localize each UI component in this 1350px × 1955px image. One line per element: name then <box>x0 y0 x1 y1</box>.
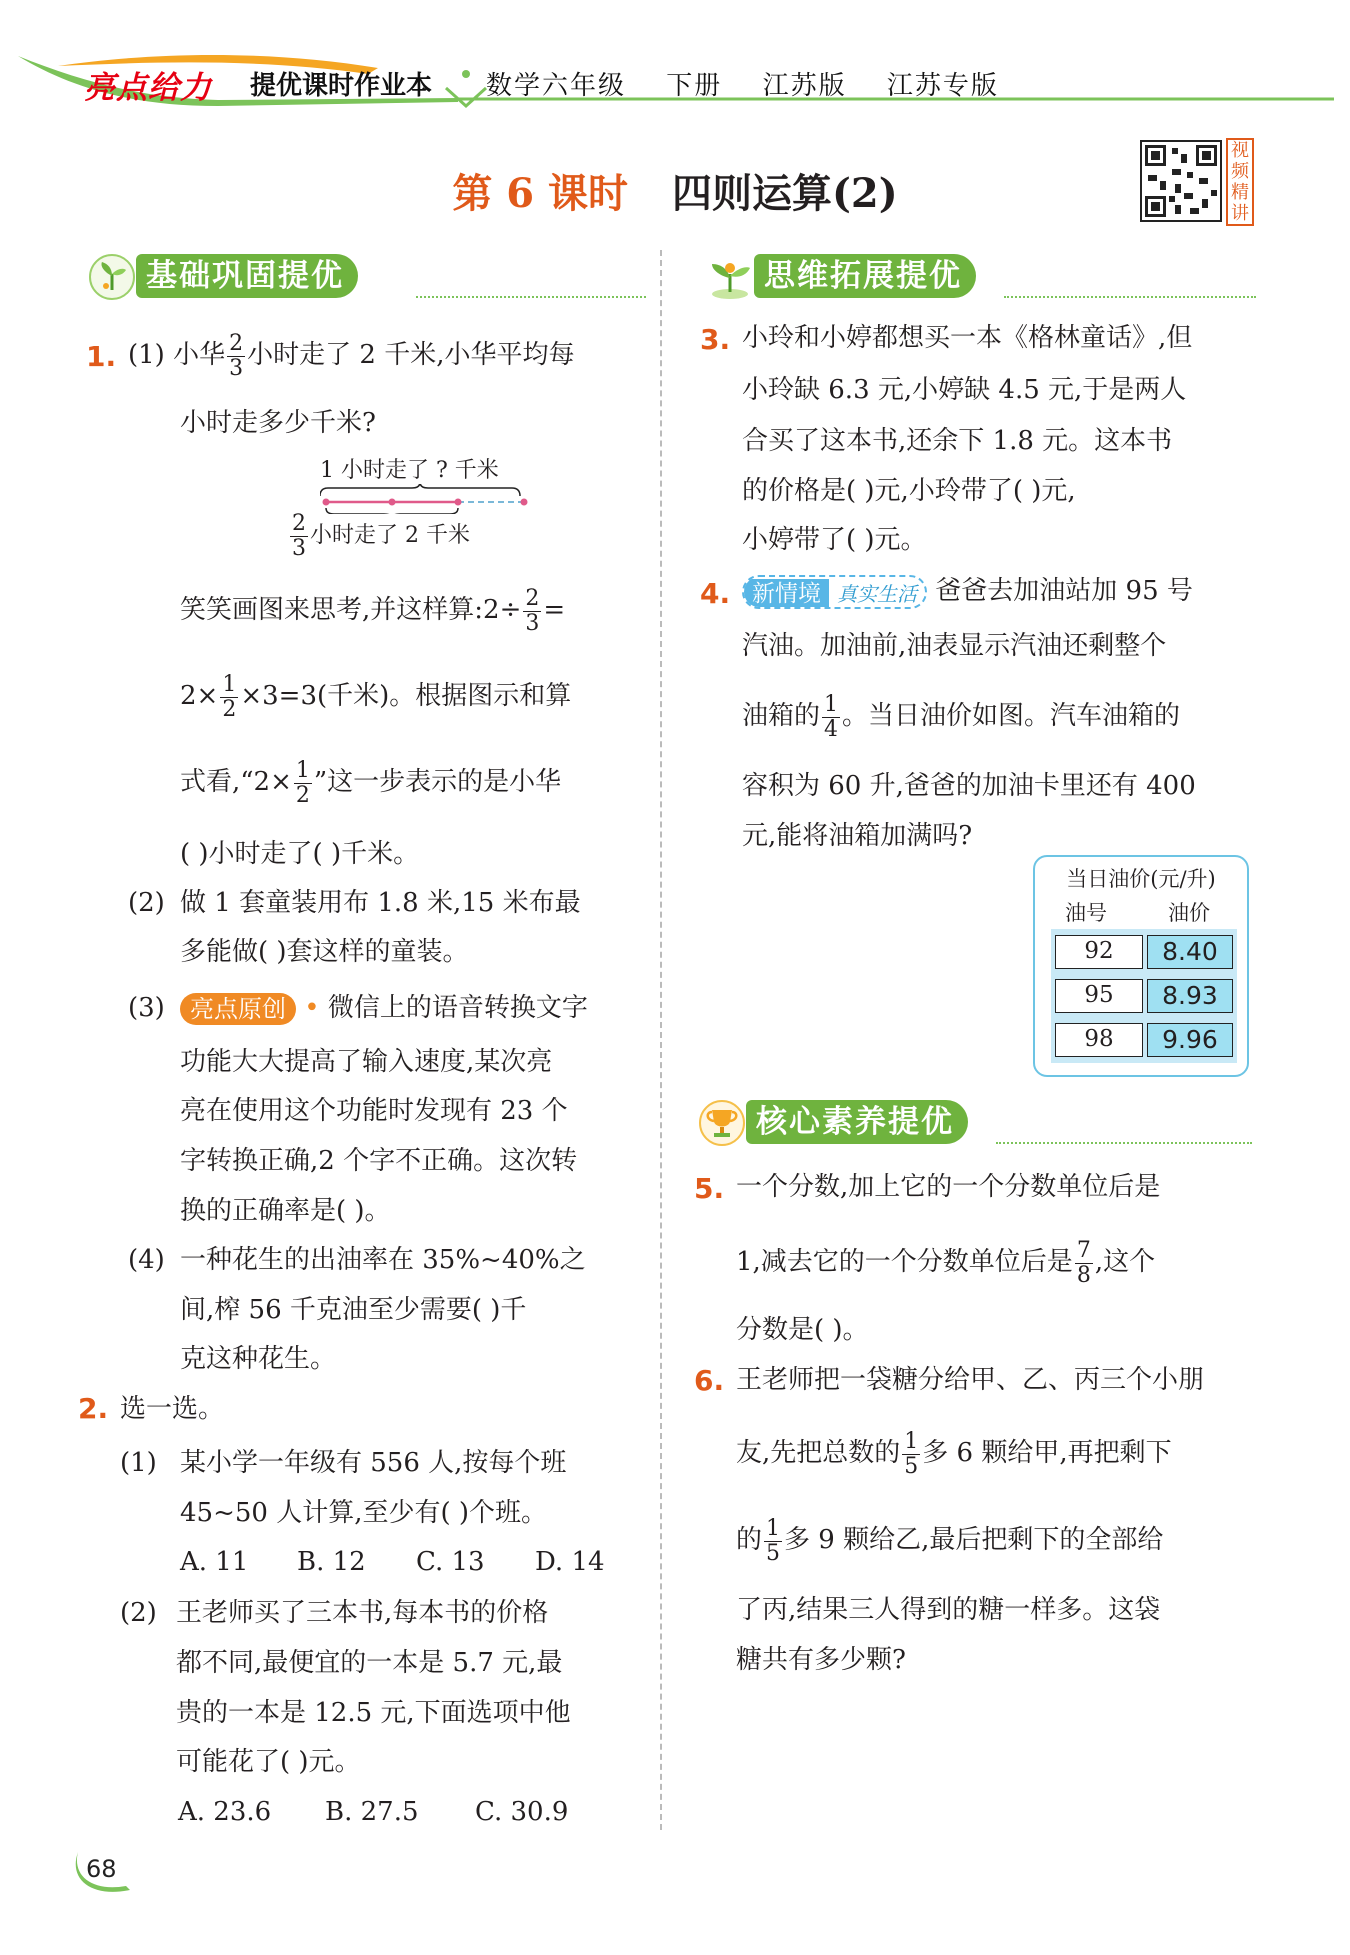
numerator: 2 <box>525 585 540 611</box>
text: ,这个 <box>1094 1247 1156 1277</box>
fraction <box>764 1517 782 1566</box>
q1-1-line2: 小时走多少千米? <box>180 408 376 438</box>
q4-line1 <box>742 575 1193 609</box>
section-title: 基础巩固提优 <box>136 254 358 298</box>
section-basic <box>86 252 646 302</box>
numerator: 1 <box>904 1428 919 1454</box>
column-divider <box>660 250 662 1830</box>
q2-1-option-b[interactable]: B. 12 <box>297 1547 366 1577</box>
q6-line2 <box>736 1423 1172 1483</box>
q2-2-line4: 可能花了( )元。 <box>176 1747 361 1777</box>
text: ×3=3(千米)。根据图示和算 <box>240 681 572 711</box>
table-grid <box>1051 929 1237 1063</box>
sprout-icon <box>86 252 138 302</box>
q2-2-option-a[interactable]: A. 23.6 <box>178 1797 272 1827</box>
denominator: 4 <box>824 716 839 742</box>
q2-2-line1: 王老师买了三本书,每本书的价格 <box>176 1598 549 1628</box>
q5-line2 <box>736 1232 1155 1292</box>
table-header-price: 油价 <box>1168 901 1210 925</box>
video-tag-char: 讲 <box>1231 203 1249 224</box>
q1-1-line3 <box>180 580 565 640</box>
brand-logo: 亮点给力 <box>84 70 212 106</box>
fraction <box>220 673 238 722</box>
seedling-icon <box>704 252 756 302</box>
edition-label: 江苏版 <box>762 71 847 101</box>
question-number: 4. <box>700 577 731 610</box>
table-row <box>1055 935 1233 971</box>
numerator: 1 <box>766 1515 781 1541</box>
q3-line2: 小玲缺 6.3 元,小婷缺 4.5 元,于是两人 <box>742 375 1187 405</box>
qr-code-icon[interactable] <box>1140 140 1222 222</box>
book-info <box>486 65 1029 102</box>
q2-1-label: (1) <box>120 1448 157 1478</box>
numerator: 1 <box>824 691 839 717</box>
section-divider <box>416 296 646 298</box>
q1-2-label: (2) <box>128 888 165 918</box>
denominator: 5 <box>904 1453 919 1479</box>
text: 1,减去它的一个分数单位后是 <box>736 1247 1073 1277</box>
section-thinking <box>704 252 1256 302</box>
qr-pattern <box>1142 142 1220 220</box>
original-tag: 亮点原创 <box>180 993 296 1025</box>
fraction <box>294 759 312 808</box>
fraction <box>902 1430 920 1479</box>
page-header <box>18 50 1334 125</box>
q2-2-option-c[interactable]: C. 30.9 <box>475 1797 569 1827</box>
q2-1-option-c[interactable]: C. 13 <box>416 1547 485 1577</box>
question-number: 3. <box>700 323 731 356</box>
section-title: 思维拓展提优 <box>754 254 976 298</box>
volume-label: 下册 <box>666 71 723 101</box>
q2-intro: 选一选。 <box>120 1394 225 1424</box>
tag-main: 新情境 <box>744 579 829 609</box>
denominator: 3 <box>525 610 540 636</box>
lesson-number: 第 6 课时 <box>452 170 628 217</box>
oil-grade-cell: 95 <box>1055 979 1143 1013</box>
denominator: 3 <box>292 535 306 561</box>
section-core <box>696 1098 1252 1148</box>
sub-label: (1) <box>128 340 165 370</box>
oil-price-cell: 8.40 <box>1147 935 1233 969</box>
question-number: 6. <box>694 1364 725 1397</box>
text: = <box>543 595 566 625</box>
q1-4-line2: 间,榨 56 千克油至少需要( )千 <box>180 1295 527 1325</box>
trophy-icon <box>696 1098 748 1148</box>
q5-line1: 一个分数,加上它的一个分数单位后是 <box>736 1172 1161 1202</box>
section-divider <box>996 1142 1252 1144</box>
fraction <box>1075 1239 1093 1288</box>
text: 小时走了 2 千米,小华平均每 <box>247 340 575 370</box>
numerator: 7 <box>1076 1237 1091 1263</box>
text: 多 9 颗给乙,最后把剩下的全部给 <box>784 1525 1164 1555</box>
denominator: 8 <box>1076 1262 1091 1288</box>
table-row <box>1055 1023 1233 1059</box>
q3-line5: 小婷带了( )元。 <box>742 525 927 555</box>
q6-line1: 王老师把一袋糖分给甲、乙、丙三个小朋 <box>736 1365 1205 1395</box>
video-tag-char: 精 <box>1231 182 1249 203</box>
q1-3-line4: 字转换正确,2 个字不正确。这次转 <box>180 1146 578 1176</box>
fraction <box>290 512 308 561</box>
tag-sub: 真实生活 <box>837 582 917 606</box>
q2-2-label: (2) <box>120 1598 157 1628</box>
denominator: 5 <box>766 1540 781 1566</box>
dot-icon: • <box>304 993 320 1023</box>
numerator: 1 <box>222 671 237 697</box>
q5-line3: 分数是( )。 <box>736 1315 869 1345</box>
text: 油箱的 <box>742 701 821 731</box>
q2-2-line2: 都不同,最便宜的一本是 5.7 元,最 <box>176 1648 563 1678</box>
text: 小华 <box>173 340 226 370</box>
q1-1-line5 <box>180 752 561 812</box>
q2-2-line3: 贵的一本是 12.5 元,下面选项中他 <box>176 1698 571 1728</box>
new-scenario-tag <box>742 575 927 609</box>
q1-3-label: (3) <box>128 993 165 1023</box>
oil-price-cell: 8.93 <box>1147 979 1233 1013</box>
q1-2-line1: 做 1 套童装用布 1.8 米,15 米布最 <box>180 888 581 918</box>
q1-3-line2: 功能大大提高了输入速度,某次亮 <box>180 1047 553 1077</box>
page-number: 68 <box>86 1855 117 1883</box>
q1-3-line5: 换的正确率是( )。 <box>180 1196 391 1226</box>
q2-1-line1: 某小学一年级有 556 人,按每个班 <box>180 1448 567 1478</box>
video-tag-char: 频 <box>1231 161 1249 182</box>
denominator: 2 <box>295 782 310 808</box>
text: 式看,“2× <box>180 767 292 797</box>
q4-line3 <box>742 686 1180 746</box>
numerator: 2 <box>229 330 244 356</box>
question-number: 2. <box>78 1392 109 1425</box>
table-row <box>1055 979 1233 1015</box>
text: 笑笑画图来思考,并这样算:2÷ <box>180 595 522 625</box>
text: 爸爸去加油站加 95 号 <box>935 576 1193 606</box>
fraction <box>227 332 245 381</box>
text: 友,先把总数的 <box>736 1438 901 1468</box>
q4-line4: 容积为 60 升,爸爸的加油卡里还有 400 <box>742 771 1196 801</box>
special-label: 江苏专版 <box>886 71 999 101</box>
q2-1-line2: 45~50 人计算,至少有( )个班。 <box>180 1498 548 1528</box>
q1-2-line2: 多能做( )套这样的童装。 <box>180 937 469 967</box>
q1-1-line6: ( )小时走了( )千米。 <box>180 839 420 869</box>
video-tag-char: 视 <box>1231 140 1249 161</box>
table-header-grade: 油号 <box>1065 901 1107 925</box>
q2-1-option-a[interactable]: A. 11 <box>180 1547 249 1577</box>
text: 小时走了 2 千米 <box>310 523 470 548</box>
lesson-name: 四则运算(2) <box>672 170 898 217</box>
q1-3-line3: 亮在使用这个功能时发现有 23 个 <box>180 1096 568 1126</box>
numerator: 1 <box>295 757 310 783</box>
denominator: 2 <box>222 696 237 722</box>
q6-line4: 了丙,结果三人得到的糖一样多。这袋 <box>736 1595 1161 1625</box>
q1-1-line4 <box>180 666 571 726</box>
video-tag <box>1226 138 1254 226</box>
q6-line5: 糖共有多少颗? <box>736 1645 906 1675</box>
text: 。当日油价如图。汽车油箱的 <box>842 701 1181 731</box>
q6-line3 <box>736 1510 1163 1570</box>
denominator: 3 <box>229 355 244 381</box>
q1-1-line1 <box>128 325 574 385</box>
text: 多 6 颗给甲,再把剩下 <box>922 1438 1172 1468</box>
q4-line5: 元,能将油箱加满吗? <box>742 821 973 851</box>
q2-1-option-d[interactable]: D. 14 <box>535 1547 605 1577</box>
oil-grade-cell: 98 <box>1055 1023 1143 1057</box>
q1-4-line1: 一种花生的出油率在 35%~40%之 <box>180 1245 586 1275</box>
question-number: 5. <box>694 1172 725 1205</box>
q1-4-label: (4) <box>128 1245 165 1275</box>
grade-label: 数学六年级 <box>486 71 627 101</box>
text: 2× <box>180 681 219 711</box>
question-number: 1. <box>86 340 117 373</box>
numerator: 2 <box>292 510 306 536</box>
section-title: 核心素养提优 <box>746 1100 968 1144</box>
table-title: 当日油价(元/升) <box>1066 867 1216 891</box>
fraction <box>822 693 840 742</box>
text: 微信上的语音转换文字 <box>327 993 588 1023</box>
q3-line4: 的价格是( )元,小玲带了( )元, <box>742 476 1076 506</box>
q1-3-line1 <box>180 992 588 1025</box>
text: ”这一步表示的是小华 <box>313 767 562 797</box>
section-divider <box>1004 296 1256 298</box>
q3-line3: 合买了这本书,还余下 1.8 元。这本书 <box>742 426 1173 456</box>
fraction <box>523 587 541 636</box>
oil-price-cell: 9.96 <box>1147 1023 1233 1057</box>
diagram-bottom-label <box>288 508 470 564</box>
brand-subtitle: 提优课时作业本 <box>250 71 433 101</box>
diagram-top-label: 1 小时走了 ? 千米 <box>320 458 499 483</box>
q4-line2: 汽油。加油前,油表显示汽油还剩整个 <box>742 631 1167 661</box>
q2-2-option-b[interactable]: B. 27.5 <box>325 1797 419 1827</box>
oil-grade-cell: 92 <box>1055 935 1143 969</box>
oil-price-table <box>1033 855 1249 1077</box>
q1-4-line3: 克这种花生。 <box>180 1344 337 1374</box>
text: 的 <box>736 1525 763 1555</box>
q3-line1: 小玲和小婷都想买一本《格林童话》,但 <box>742 323 1193 353</box>
